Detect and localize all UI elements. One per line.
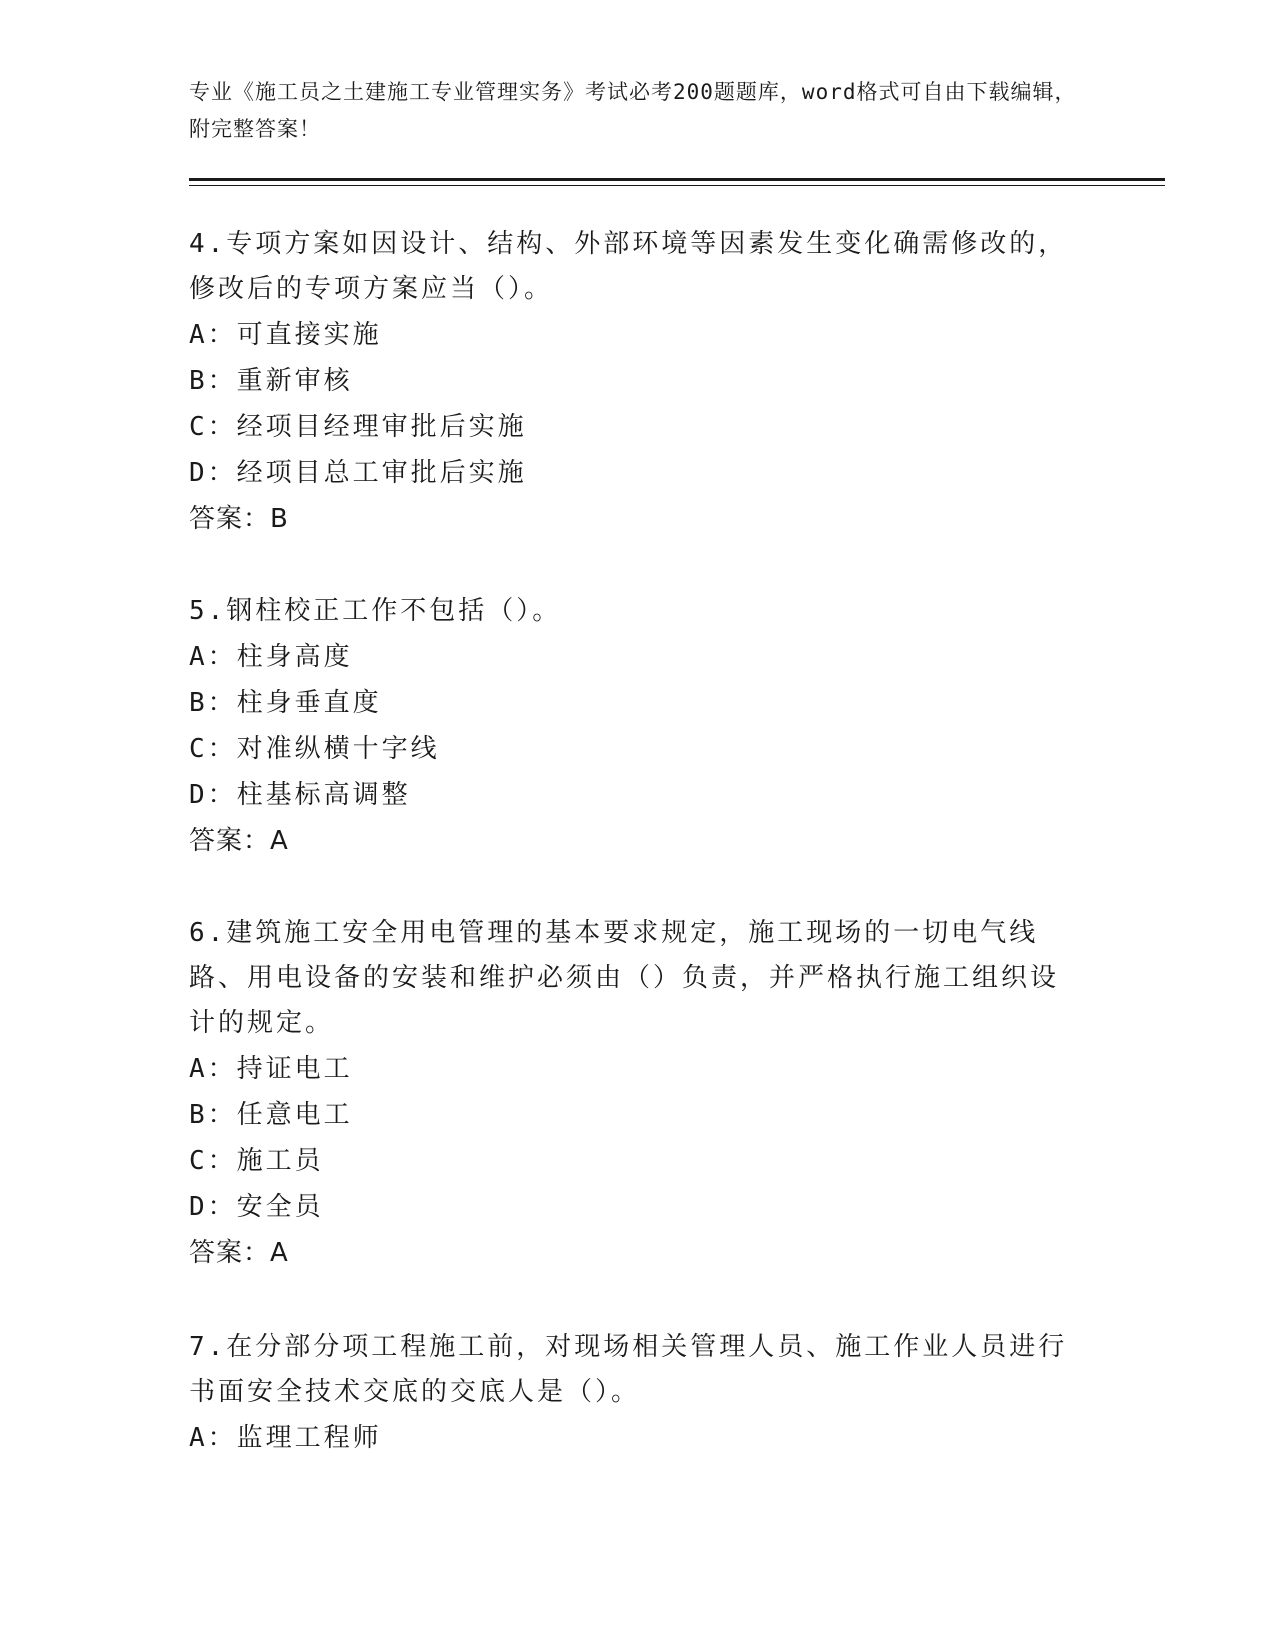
header-rule-thin (189, 185, 1165, 186)
option-a: A：持证电工 (189, 1054, 353, 1084)
option-b: B：重新审核 (189, 366, 353, 396)
answer: 答案：A (189, 1238, 289, 1268)
question-5 (189, 589, 1069, 864)
option-c: C：经项目经理审批后实施 (189, 412, 527, 442)
option-a: A：柱身高度 (189, 642, 353, 672)
option-d: D：经项目总工审批后实施 (189, 458, 527, 488)
header-rule-thick (189, 178, 1165, 181)
question-stem: 5.钢柱校正工作不包括（）。 (189, 596, 562, 626)
question-stem: 7.在分部分项工程施工前，对现场相关管理人员、施工作业人员进行书面安全技术交底的交底人是（）。 (189, 1332, 1068, 1407)
question-7 (189, 1325, 1069, 1461)
option-a: A：监理工程师 (189, 1423, 382, 1453)
option-b: B：柱身垂直度 (189, 688, 382, 718)
answer: 答案：A (189, 826, 289, 856)
option-c: C：施工员 (189, 1146, 324, 1176)
question-stem: 4.专项方案如因设计、结构、外部环境等因素发生变化确需修改的，修改后的专项方案应当（）。 (189, 229, 1068, 304)
question-6 (189, 911, 1069, 1276)
answer: 答案：B (189, 504, 289, 534)
question-4 (189, 222, 1069, 542)
option-c: C：对准纵横十字线 (189, 734, 440, 764)
document-intro: 专业《施工员之土建施工专业管理实务》考试必考200题题库，word格式可自由下载编辑，附完整答案！ (189, 80, 1077, 141)
option-b: B：任意电工 (189, 1100, 353, 1130)
question-stem: 6.建筑施工安全用电管理的基本要求规定，施工现场的一切电气线路、用电设备的安装和维护必须由（）负责，并严格执行施工组织设计的规定。 (189, 918, 1060, 1038)
option-a: A：可直接实施 (189, 320, 382, 350)
option-d: D：安全员 (189, 1192, 324, 1222)
option-d: D：柱基标高调整 (189, 780, 411, 810)
